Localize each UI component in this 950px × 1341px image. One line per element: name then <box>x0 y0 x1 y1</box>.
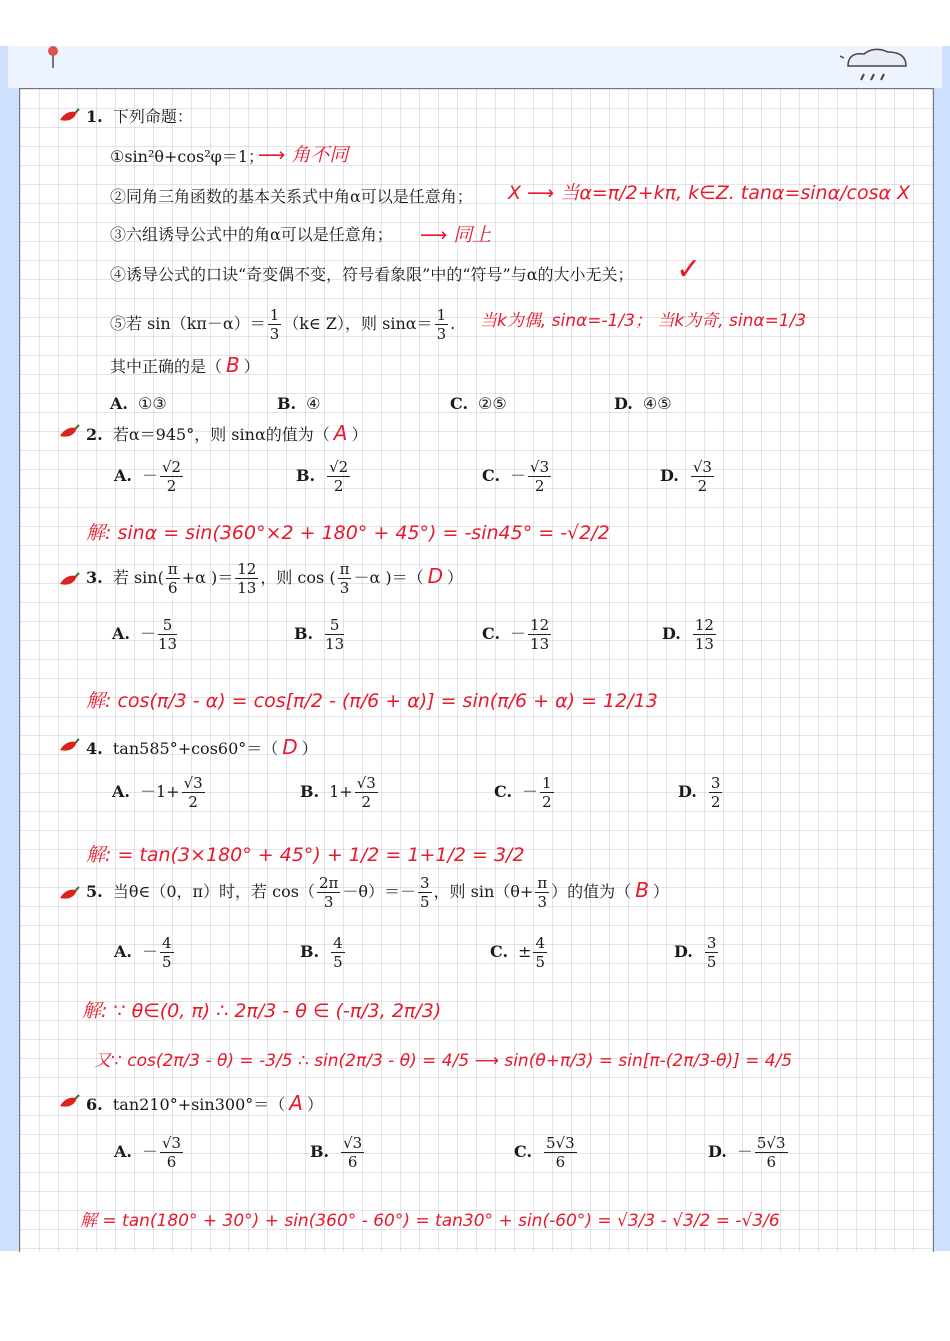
q1-item-1: ①sin²θ+cos²φ＝1； <box>110 147 265 166</box>
q2-option-b: B. $\frac{√2}{2}$ <box>296 458 349 495</box>
q1-note-2: X ⟶ 当α=π/2+kπ, k∈Z. tanα=sinα/cosα X <box>508 182 911 204</box>
q1-item-2: ②同角三角函数的基本关系式中角α可以是任意角； <box>110 187 473 206</box>
header-band <box>8 46 942 88</box>
question-6-stem: 6. tan210°+sin300°＝（ A ） <box>86 1091 323 1115</box>
q1-item-5: ⑤若 sin（kπ－α）＝ $\frac{1}{3}$ （k∈ Z），则 sinα＝ $\frac{1}{3}$ . <box>110 306 456 343</box>
q6-option-c: C. $\frac{5√3}{6}$ <box>514 1134 575 1171</box>
question-5-stem: 5. 当θ∈（0，π）时，若 cos（ $\frac{2\pi}{3}$ －θ）＝－ $\frac{3}{5}$ ，则 sin（θ+ $\frac{\pi}{3}$ ）的值为（ B ） <box>86 874 669 911</box>
question-3-stem: 3. 若 sin( $\frac{\pi}{6}$ +α )＝ $\frac{12}{13}$ ，则 cos ( $\frac{\pi}{3}$ －α )＝（ D ） <box>86 560 463 597</box>
q5-option-b: B. $\frac{4}{5}$ <box>300 934 343 971</box>
q2-option-d: D. $\frac{√3}{2}$ <box>660 458 712 495</box>
q5-option-c: C. ± $\frac{4}{5}$ <box>490 934 545 971</box>
q3-option-b: B. $\frac{5}{13}$ <box>294 616 345 653</box>
q5-option-d: D. $\frac{3}{5}$ <box>674 934 717 971</box>
chili-icon <box>58 1094 80 1110</box>
q3-option-c: C. － $\frac{12}{13}$ <box>482 616 550 653</box>
rain-cloud-icon <box>834 46 914 82</box>
q1-item-4: ④诱导公式的口诀“奇变偶不变，符号看象限”中的“符号”与α的大小无关； <box>110 265 634 284</box>
q4-option-a: A. －1+ $\frac{√3}{2}$ <box>112 774 203 811</box>
q1-option-c: C. ②⑤ <box>450 394 507 413</box>
q4-option-c: C. － $\frac{1}{2}$ <box>494 774 552 811</box>
q4-solution: 解: = tan(3×180° + 45°) + 1/2 = 1+1/2 = 3/2 <box>86 844 525 866</box>
q4-option-b: B. 1+ $\frac{√3}{2}$ <box>300 774 376 811</box>
question-2-stem: 2. 若α＝945°，则 sinα的值为（ A ） <box>86 421 368 445</box>
q5-solution-line-2: 又∵ cos(2π/3 - θ) = -3/5 ∴ sin(2π/3 - θ) = 4/5 ⟶ sin(θ+π/3) = sin[π-(2π/3-θ)] = 4/5 <box>94 1051 793 1071</box>
q1-item-3: ③六组诱导公式中的角α可以是任意角； <box>110 225 393 244</box>
q4-option-d: D. $\frac{3}{2}$ <box>678 774 721 811</box>
q3-option-d: D. $\frac{12}{13}$ <box>662 616 714 653</box>
q6-option-b: B. $\frac{√3}{6}$ <box>310 1134 363 1171</box>
q6-option-a: A. － $\frac{√3}{6}$ <box>114 1134 182 1171</box>
q3-option-a: A. － $\frac{5}{13}$ <box>112 616 178 653</box>
q1-option-d: D. ④⑤ <box>614 394 672 413</box>
q2-solution: 解: sinα = sin(360°×2 + 180° + 45°) = -sin45° = -√2/2 <box>86 522 610 544</box>
q5-solution-line-1: 解: ∵ θ∈(0, π) ∴ 2π/3 - θ ∈ (-π/3, 2π/3) <box>82 1000 442 1022</box>
q1-option-a: A. ①③ <box>110 394 167 413</box>
q6-option-d: D. － $\frac{5√3}{6}$ <box>708 1134 786 1171</box>
grid-paper <box>19 88 934 1252</box>
chili-icon <box>58 572 80 588</box>
chili-icon <box>58 424 80 440</box>
pin-icon <box>46 46 60 68</box>
question-1-stem: 1. 下列命题： <box>86 107 193 126</box>
q6-solution: 解 = tan(180° + 30°) + sin(360° - 60°) = tan30° + sin(-60°) = √3/3 - √3/2 = -√3/6 <box>80 1211 780 1231</box>
q5-option-a: A. － $\frac{4}{5}$ <box>114 934 172 971</box>
q1-note-4: ✓ <box>676 252 702 287</box>
q2-option-c: C. － $\frac{√3}{2}$ <box>482 458 550 495</box>
q1-prompt: 其中正确的是（ B ） <box>110 353 260 377</box>
chili-icon <box>58 738 80 754</box>
q1-note-1: ⟶ 角不同 <box>258 144 349 166</box>
question-4-stem: 4. tan585°+cos60°＝（ D ） <box>86 735 318 759</box>
chili-icon <box>58 886 80 902</box>
q1-note-5: 当k为偶, sinα=-1/3； 当k为奇, sinα=1/3 <box>480 311 807 331</box>
q3-solution: 解: cos(π/3 - α) = cos[π/2 - (π/6 + α)] = sin(π/6 + α) = 12/13 <box>86 690 658 712</box>
q2-option-a: A. － $\frac{√2}{2}$ <box>114 458 182 495</box>
q1-note-3: ⟶ 同上 <box>420 224 492 246</box>
q1-option-b: B. ④ <box>277 394 321 413</box>
chili-icon <box>58 108 80 124</box>
